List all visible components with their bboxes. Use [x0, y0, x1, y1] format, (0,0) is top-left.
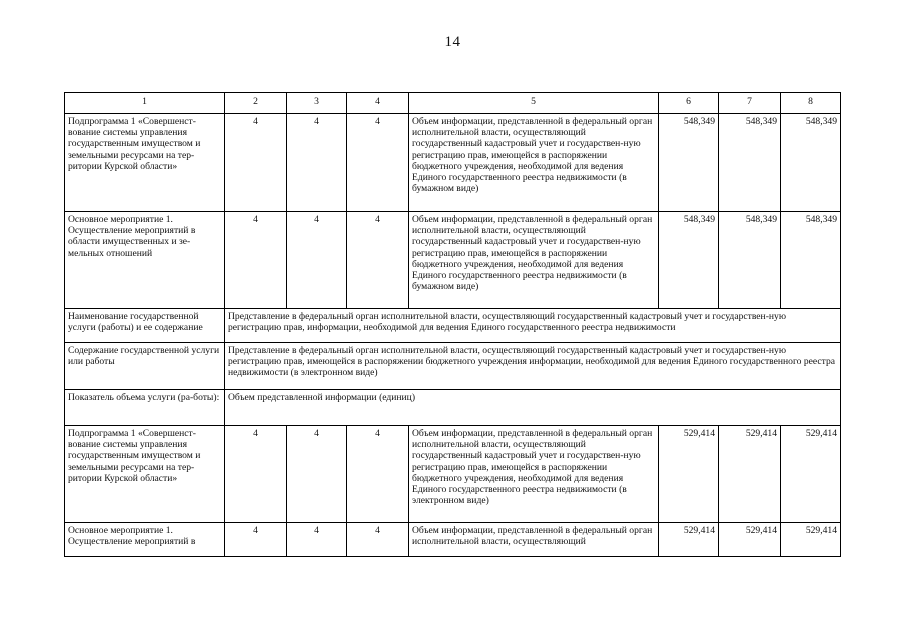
value-cell: 529,414 [781, 426, 841, 523]
value-cell: 4 [347, 114, 409, 212]
header-cell-3: 3 [287, 93, 347, 114]
value-cell: 4 [347, 523, 409, 557]
row-span-text-cell: Объем представленной информации (единиц) [225, 390, 841, 426]
value-cell: 548,349 [659, 212, 719, 309]
value-cell: 548,349 [781, 212, 841, 309]
row-name-cell: Подпрограмма 1 «Совершенст-вование системы управления государственным имуществом и земельными ресурсами на тер-ритории Курской области» [65, 114, 225, 212]
table-row [65, 523, 841, 557]
value-cell: 548,349 [659, 114, 719, 212]
table-row [65, 212, 841, 309]
value-cell: 529,414 [659, 523, 719, 557]
row-label-cell: Показатель объема услуги (ра-боты): [65, 390, 225, 426]
table-row [65, 390, 841, 426]
indicator-table [64, 92, 841, 557]
header-cell-7: 7 [719, 93, 781, 114]
value-cell: 4 [225, 114, 287, 212]
row-label-cell: Наименование государственной услуги (работы) и ее содержание [65, 309, 225, 343]
row-description-cell: Объем информации, представленной в федеральный орган исполнительной власти, осуществляющий государственный кадастровый учет и государствен-ную регистрацию прав, имеющейся в распоряжении бюджетного учреждения, необходимой для ведения Единого государственного реестра недвижимости (в бумажном виде) [409, 114, 659, 212]
header-cell-1: 1 [65, 93, 225, 114]
value-cell: 548,349 [781, 114, 841, 212]
table-header-row [65, 93, 841, 114]
value-cell: 4 [347, 426, 409, 523]
header-cell-5: 5 [409, 93, 659, 114]
header-cell-4: 4 [347, 93, 409, 114]
value-cell: 4 [225, 523, 287, 557]
row-name-cell: Основное мероприятие 1. Осуществление мероприятий в [65, 523, 225, 557]
value-cell: 529,414 [659, 426, 719, 523]
value-cell: 529,414 [719, 523, 781, 557]
table-row [65, 426, 841, 523]
row-description-cell: Объем информации, представленной в федеральный орган исполнительной власти, осуществляющий государственный кадастровый учет и государствен-ную регистрацию прав, имеющейся в распоряжении бюджетного учреждения, необходимой для ведения Единого государственного реестра недвижимости (в электронном виде) [409, 426, 659, 523]
table-row [65, 309, 841, 343]
row-description-cell: Объем информации, представленной в федеральный орган исполнительной власти, осуществляющий [409, 523, 659, 557]
table-row [65, 343, 841, 390]
value-cell: 4 [347, 212, 409, 309]
value-cell: 4 [225, 426, 287, 523]
value-cell: 4 [287, 114, 347, 212]
value-cell: 4 [225, 212, 287, 309]
table-row [65, 114, 841, 212]
row-span-text-cell: Представление в федеральный орган исполнительной власти, осуществляющий государственный кадастровый учет и государствен-ную регистрацию прав, имеющейся в распоряжении бюджетного учреждения информации, необходимой для ведения Единого государственного реестра недвижимости (в электронном виде) [225, 343, 841, 390]
header-cell-8: 8 [781, 93, 841, 114]
value-cell: 4 [287, 212, 347, 309]
header-cell-6: 6 [659, 93, 719, 114]
header-cell-2: 2 [225, 93, 287, 114]
row-description-cell: Объем информации, представленной в федеральный орган исполнительной власти, осуществляющий государственный кадастровый учет и государствен-ную регистрацию прав, имеющейся в распоряжении бюджетного учреждения, необходимой для ведения Единого государственного реестра недвижимости (в бумажном виде) [409, 212, 659, 309]
value-cell: 529,414 [719, 426, 781, 523]
value-cell: 548,349 [719, 114, 781, 212]
row-span-text-cell: Представление в федеральный орган исполнительной власти, осуществляющий государственный кадастровый учет и государствен-ную регистрацию прав, информации, необходимой для ведения Единого государственного реестра недвижимости [225, 309, 841, 343]
row-label-cell: Содержание государственной услуги или работы [65, 343, 225, 390]
value-cell: 4 [287, 523, 347, 557]
value-cell: 4 [287, 426, 347, 523]
row-name-cell: Основное мероприятие 1. Осуществление мероприятий в области имущественных и зе-мельных отношений [65, 212, 225, 309]
row-name-cell: Подпрограмма 1 «Совершенст-вование системы управления государственным имуществом и земельными ресурсами на тер-ритории Курской области» [65, 426, 225, 523]
value-cell: 529,414 [781, 523, 841, 557]
page-number: 14 [444, 34, 461, 50]
value-cell: 548,349 [719, 212, 781, 309]
